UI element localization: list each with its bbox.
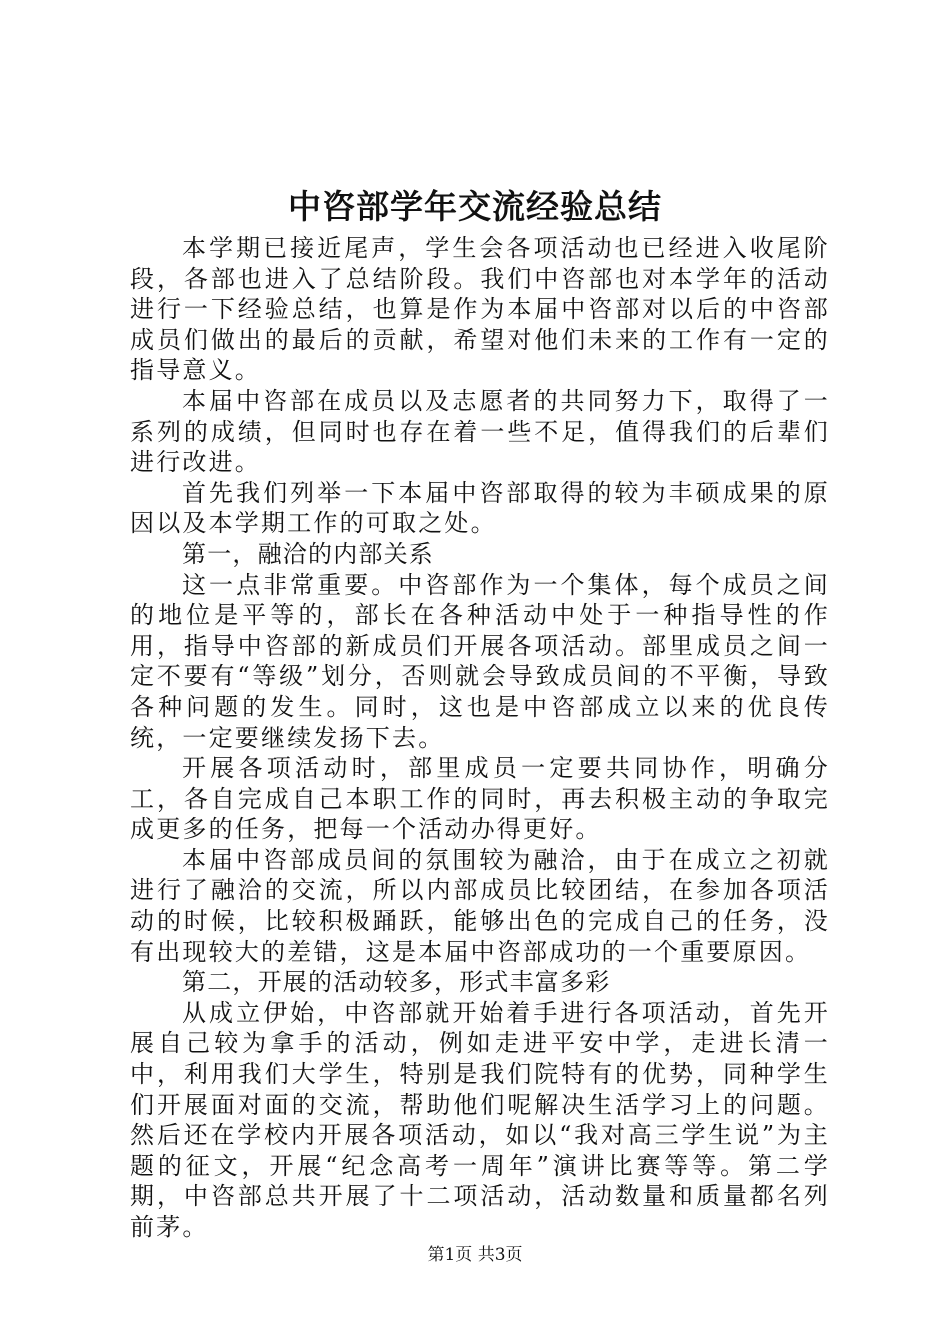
paragraph-reasons-intro: 首先我们列举一下本届中咨部取得的较为丰硕成果的原因以及本学期工作的可取之处。: [130, 478, 830, 538]
page-footer: 第1页 共3页: [427, 1245, 523, 1265]
section-heading-first: 第一，融洽的内部关系: [182, 539, 434, 568]
paragraph-achievements: 本届中咨部在成员以及志愿者的共同努力下，取得了一系列的成绩，但同时也存在着一些不足，值得我们的后辈们进行改进。: [130, 386, 830, 477]
paragraph-cooperation: 开展各项活动时，部里成员一定要共同协作，明确分工，各自完成自己本职工作的同时，再去积极主动的争取完成更多的任务，把每一个活动办得更好。: [130, 754, 830, 844]
document-title: 中咨部学年交流经验总结: [288, 187, 662, 226]
paragraph-atmosphere: 本届中咨部成员间的氛围较为融洽，由于在成立之初就进行了融洽的交流，所以内部成员比较团结，在参加各项活动的时候，比较积极踊跃，能够出色的完成自己的任务，没有出现较大的差错，这是本届中咨部成功的一个重要原因。: [130, 845, 830, 966]
paragraph-intro: 本学期已接近尾声，学生会各项活动也已经进入收尾阶段，各部也进入了总结阶段。我们中咨部也对本学年的活动进行一下经验总结，也算是作为本届中咨部对以后的中咨部成员们做出的最后的贡献，希望对他们未来的工作有一定的指导意义。: [130, 234, 830, 385]
paragraph-activities: 从成立伊始，中咨部就开始着手进行各项活动，首先开展自己较为拿手的活动，例如走进平安中学，走进长清一中，利用我们大学生，特别是我们院特有的优势，同种学生们开展面对面的交流，帮助他们呢解决生活学习上的问题。然后还在学校内开展各项活动，如以“我对高三学生说”为主题的征文，开展“纪念高考一周年”演讲比赛等等。第二学期，中咨部总共开展了十二项活动，活动数量和质量都名列前茅。: [130, 998, 830, 1241]
document-body: [130, 233, 830, 1243]
section-heading-second: 第二，开展的活动较多，形式丰富多彩: [182, 968, 611, 997]
paragraph-relations: 这一点非常重要。中咨部作为一个集体，每个成员之间的地位是平等的，部长在各种活动中处于一种指导性的作用，指导中咨部的新成员们开展各项活动。部里成员之间一定不要有“等级”划分，否则就会导致成员间的不平衡，导致各种问题的发生。同时，这也是中咨部成立以来的优良传统，一定要继续发扬下去。: [130, 570, 830, 752]
